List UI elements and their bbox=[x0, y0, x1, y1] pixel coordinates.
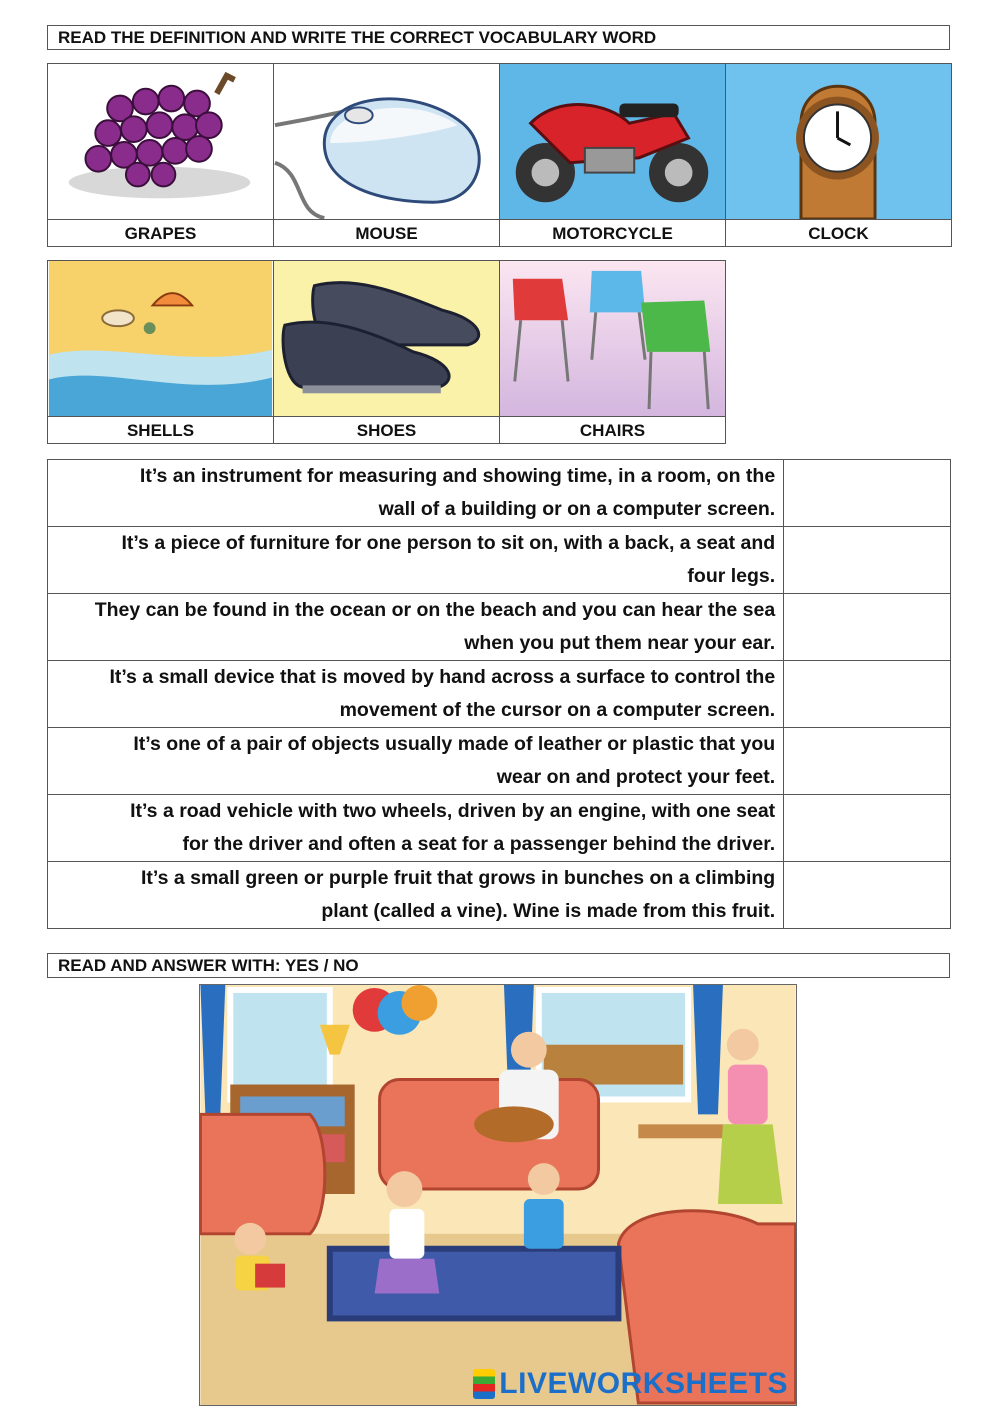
section-title-yes-no: READ AND ANSWER WITH: YES / NO bbox=[47, 953, 950, 978]
answer-cell bbox=[784, 460, 951, 527]
answer-cell bbox=[784, 862, 951, 929]
vocab-label-shells: SHELLS bbox=[47, 416, 274, 444]
definition-row bbox=[48, 862, 951, 929]
vocab-label-motorcycle: MOTORCYCLE bbox=[499, 219, 726, 247]
answer-cell bbox=[784, 728, 951, 795]
chairs-icon bbox=[500, 261, 725, 416]
liveworksheets-logo bbox=[473, 1367, 788, 1401]
shells-icon bbox=[48, 261, 273, 416]
definition-row bbox=[48, 460, 951, 527]
party-scene-illustration bbox=[199, 984, 797, 1406]
answer-cell bbox=[784, 527, 951, 594]
definition-text: It’s a road vehicle with two wheels, driven by an engine, with one seat for the driver and often a seat for a passenger behind the driver. bbox=[48, 795, 784, 862]
vocab-label-mouse: MOUSE bbox=[273, 219, 500, 247]
living-room-party-icon bbox=[200, 985, 796, 1405]
answer-cell bbox=[784, 661, 951, 728]
brand-name: LIVEWORKSHEETS bbox=[499, 1367, 788, 1400]
answer-cell bbox=[784, 795, 951, 862]
vocabulary-grid-row-2 bbox=[47, 260, 951, 443]
grapes-picture bbox=[47, 63, 274, 220]
answer-input[interactable] bbox=[792, 593, 946, 661]
answer-input[interactable] bbox=[792, 459, 946, 527]
definition-text: They can be found in the ocean or on the beach and you can hear the sea when you put them near your ear. bbox=[48, 594, 784, 661]
answer-cell bbox=[784, 594, 951, 661]
computer-mouse-icon bbox=[274, 64, 499, 219]
motorcycle-picture bbox=[499, 63, 726, 220]
motorcycle-icon bbox=[500, 64, 725, 219]
answer-input[interactable] bbox=[792, 660, 946, 728]
answer-input[interactable] bbox=[792, 861, 946, 929]
clock-icon bbox=[726, 64, 951, 219]
answer-input[interactable] bbox=[792, 794, 946, 862]
definition-row bbox=[48, 594, 951, 661]
shells-picture bbox=[47, 260, 274, 417]
definition-row bbox=[48, 527, 951, 594]
vocab-label-chairs: CHAIRS bbox=[499, 416, 726, 444]
definition-text: It’s a small device that is moved by hand across a surface to control the movement of the cursor on a computer screen. bbox=[48, 661, 784, 728]
chairs-picture bbox=[499, 260, 726, 417]
shoes-picture bbox=[273, 260, 500, 417]
definitions-table bbox=[47, 459, 951, 929]
definition-row bbox=[48, 795, 951, 862]
definition-text: It’s one of a pair of objects usually made of leather or plastic that you wear on and protect your feet. bbox=[48, 728, 784, 795]
vocab-label-shoes: SHOES bbox=[273, 416, 500, 444]
vocab-label-clock: CLOCK bbox=[725, 219, 952, 247]
vocab-label-grapes: GRAPES bbox=[47, 219, 274, 247]
liveworksheets-badge-icon bbox=[473, 1369, 495, 1399]
definition-row bbox=[48, 728, 951, 795]
section-title-vocabulary: READ THE DEFINITION AND WRITE THE CORRECT VOCABULARY WORD bbox=[47, 25, 950, 50]
answer-input[interactable] bbox=[792, 727, 946, 795]
answer-input[interactable] bbox=[792, 526, 946, 594]
mouse-picture bbox=[273, 63, 500, 220]
grapes-icon bbox=[48, 64, 273, 219]
clock-picture bbox=[725, 63, 952, 220]
shoes-icon bbox=[274, 261, 499, 416]
definition-text: It’s an instrument for measuring and showing time, in a room, on the wall of a building or on a computer screen. bbox=[48, 460, 784, 527]
definition-text: It’s a piece of furniture for one person to sit on, with a back, a seat and four legs. bbox=[48, 527, 784, 594]
vocabulary-grid-row-1 bbox=[47, 63, 951, 246]
definition-text: It’s a small green or purple fruit that grows in bunches on a climbing plant (called a vine). Wine is made from this fruit. bbox=[48, 862, 784, 929]
definition-row bbox=[48, 661, 951, 728]
